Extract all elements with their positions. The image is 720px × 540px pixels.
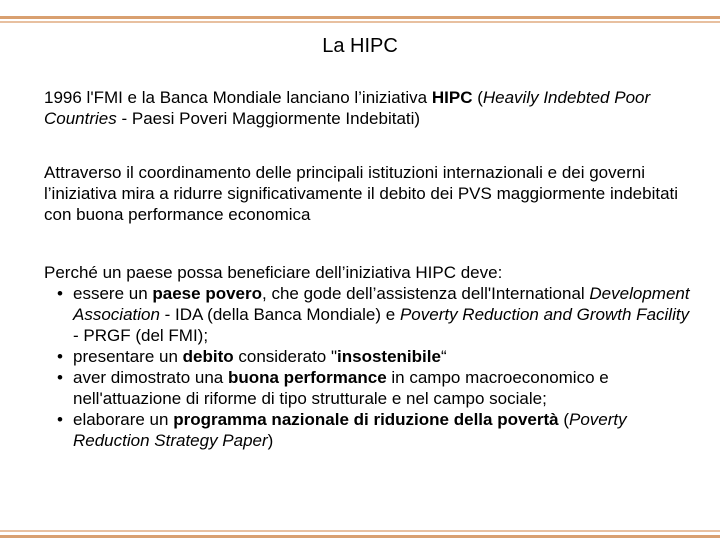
list-item-unsustainable-debt: • presentare un debito considerato "insostenibile“ bbox=[44, 346, 694, 367]
list-item-poverty-program: • elaborare un programma nazionale di riduzione della povertà (Poverty Reduction Strategy Paper) bbox=[44, 409, 694, 451]
eligibility-intro: Perché un paese possa beneficiare dell’iniziativa HIPC deve: bbox=[44, 263, 503, 282]
eligibility-section bbox=[44, 262, 694, 451]
top-rule-thick bbox=[0, 16, 720, 19]
slide-title: La HIPC bbox=[322, 35, 398, 57]
paragraph-initiative-goal: Attraverso il coordinamento delle principali istituzioni internazionali e dei governi l’iniziativa mira a ridurre significativamente il debito dei PVS maggiormente indebitati con buona performance economica bbox=[44, 163, 679, 224]
bottom-rule-thick bbox=[0, 535, 720, 538]
eligibility-list bbox=[44, 283, 694, 451]
paragraph-hipc-launch: 1996 l'FMI e la Banca Mondiale lanciano l’iniziativa HIPC (Heavily Indebted Poor Countries - Paesi Poveri Maggiormente Indebitati) bbox=[44, 88, 651, 128]
bottom-rule-thin bbox=[0, 530, 720, 532]
list-item-poor-country: • essere un paese povero, che gode dell’assistenza dell'International Development Association - IDA (della Banca Mondiale) e Poverty Reduction and Growth Facility - PRGF (del FMI); bbox=[44, 283, 694, 346]
top-rule-thin bbox=[0, 21, 720, 23]
list-item-good-performance: • aver dimostrato una buona performance in campo macroeconomico e nell'attuazione di riforme di tipo strutturale e nel campo sociale; bbox=[44, 367, 694, 409]
